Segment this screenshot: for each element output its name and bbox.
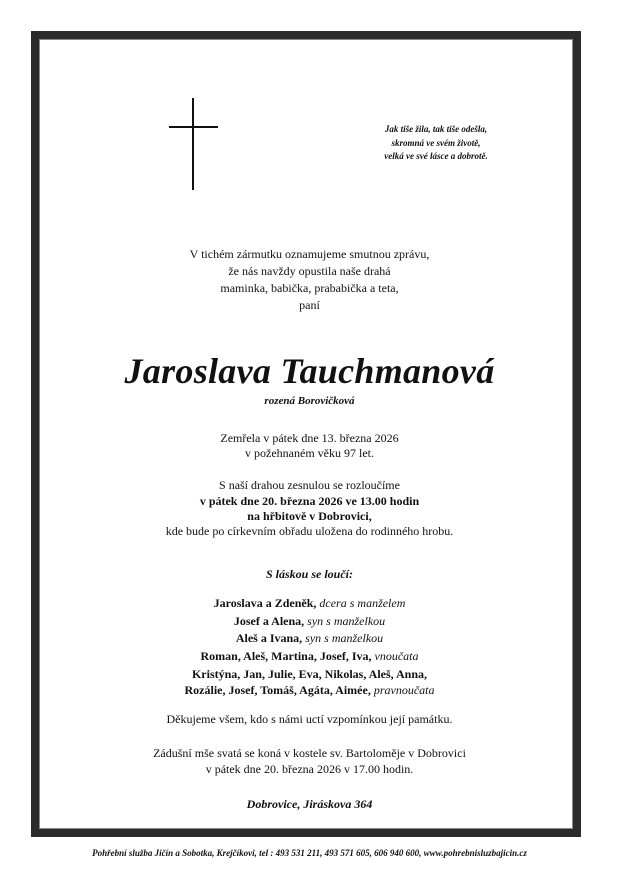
maiden-name: rozená Borovičková: [264, 395, 355, 407]
funeral-line: kde bude po církevním obřadu uložena do rodinného hrobu.: [165, 524, 454, 538]
intro-line: paní: [299, 298, 320, 312]
funeral-line: S naší drahou zesnulou se rozloučíme: [219, 478, 400, 492]
address: Dobrovice, Jiráskova 364: [246, 797, 373, 811]
mourner-relation: dcera s manželem: [319, 596, 406, 610]
intro-line: že nás navždy opustila naše drahá: [228, 264, 391, 278]
cross-icon-bar: [169, 126, 218, 128]
cross-icon: [192, 98, 194, 190]
death-line: v požehnaném věku 97 let.: [245, 446, 374, 460]
quote-line: velká ve své lásce a dobrotě.: [384, 151, 488, 161]
mourner-row: [0, 614, 619, 629]
funeral-place: na hřbitově v Dobrovici,: [247, 509, 372, 523]
mourner-relation: pravnoučata: [373, 683, 435, 697]
mass-line: Zádušní mše svatá se koná v kostele sv. Bartoloměje v Dobrovici: [153, 746, 466, 760]
mourner-row: [0, 649, 619, 664]
mourner-names: Josef a Alena,: [233, 614, 305, 628]
mourner-row: [0, 683, 619, 698]
death-line: Zemřela v pátek dne 13. března 2026: [220, 431, 399, 445]
mourner-relation: syn s manželkou: [305, 631, 384, 645]
mass-line: v pátek dne 20. března 2026 v 17.00 hodin.: [205, 762, 414, 776]
mourner-names: Roman, Aleš, Martina, Josef, Iva,: [200, 649, 372, 663]
mourner-names: Aleš a Ivana,: [235, 631, 303, 645]
mourner-names: Rozálie, Josef, Tomáš, Agáta, Aimée,: [184, 683, 371, 697]
deceased-name: Jaroslava Tauchmanová: [124, 351, 495, 391]
mourner-row: [0, 596, 619, 611]
funeral-service-footer: Pohřební služba Jičín a Sobotka, Krejčíkovi, tel : 493 531 211, 493 571 605, 606 940 600, www.pohrebnisluzbajicin.cz: [92, 848, 527, 858]
mourner-names: Kristýna, Jan, Julie, Eva, Nikolas, Aleš, Anna,: [191, 667, 428, 681]
thanks-line: Děkujeme všem, kdo s námi uctí vzpomínkou její památku.: [166, 712, 453, 726]
mourner-row: [0, 667, 619, 682]
intro-line: V tichém zármutku oznamujeme smutnou zprávu,: [189, 247, 430, 261]
quote-line: Jak tiše žila, tak tiše odešla,: [384, 124, 488, 134]
intro-line: maminka, babička, prababička a teta,: [220, 281, 399, 295]
mourner-row: [0, 631, 619, 646]
mourners-heading: S láskou se loučí:: [265, 567, 353, 581]
epitaph-quote: [360, 123, 512, 164]
mourner-relation: vnoučata: [374, 649, 419, 663]
quote-line: skromná ve svém životě,: [391, 137, 481, 148]
mourner-names: Jaroslava a Zdeněk,: [213, 596, 317, 610]
mourner-relation: syn s manželkou: [307, 614, 386, 628]
funeral-date: v pátek dne 20. března 2026 ve 13.00 hodin: [199, 494, 420, 508]
